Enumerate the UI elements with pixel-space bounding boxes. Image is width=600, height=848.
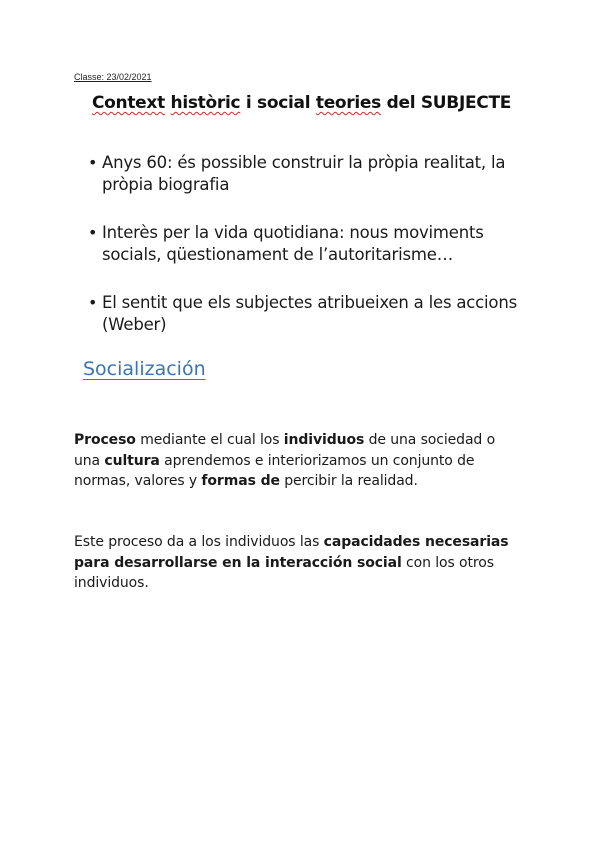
- bullet-icon: •: [88, 153, 98, 172]
- para1-bold-cultura: cultura: [104, 452, 160, 469]
- para2-bold-capacidades: capacidades necesarias para desarrollarse en la interacción social: [74, 534, 509, 571]
- bullet-item: [88, 222, 528, 266]
- para1-bold-formas: formas de: [201, 473, 280, 489]
- bullet-item: [88, 152, 528, 196]
- para1-text: percibir la realidad.: [279, 473, 418, 489]
- paragraph-capacities: [74, 532, 514, 594]
- bullet-text: Anys 60: és possible construir la pròpia realitat, la pròpia biografia: [102, 153, 506, 194]
- title-word-teories: teories: [315, 93, 381, 113]
- para1-text: mediante el cual los: [135, 432, 284, 448]
- bullet-icon: •: [88, 223, 98, 242]
- para1-bold-individuos: individuos: [283, 432, 365, 448]
- page-title: [92, 93, 511, 113]
- title-word-historic: històric: [170, 93, 241, 113]
- para2-text: con los otros individuos.: [74, 554, 494, 591]
- class-date: Classe: 23/02/2021: [74, 72, 152, 82]
- bullet-item: [88, 292, 528, 336]
- para1-text: aprendemos e interiorizamos un conjunto de normas, valores y: [74, 452, 475, 489]
- para1-text: de una sociedad o una: [74, 432, 496, 469]
- title-word-context: Context: [92, 93, 165, 113]
- bullet-text: El sentit que els subjectes atribueixen a les accions (Weber): [102, 293, 517, 334]
- title-middle: i social: [240, 93, 316, 113]
- bullet-icon: •: [88, 293, 98, 312]
- paragraph-definition: [74, 430, 514, 492]
- bullet-text: Interès per la vida quotidiana: nous moviments socials, qüestionament de l’autoritarisme…: [102, 223, 484, 264]
- section-title-socializacion[interactable]: Socialización: [83, 358, 206, 380]
- title-end: del SUBJECTE: [380, 93, 512, 113]
- para2-text: Este proceso da a los individuos las: [74, 534, 324, 550]
- para1-bold-proceso: Proceso: [74, 432, 136, 448]
- bullet-list: [88, 152, 528, 336]
